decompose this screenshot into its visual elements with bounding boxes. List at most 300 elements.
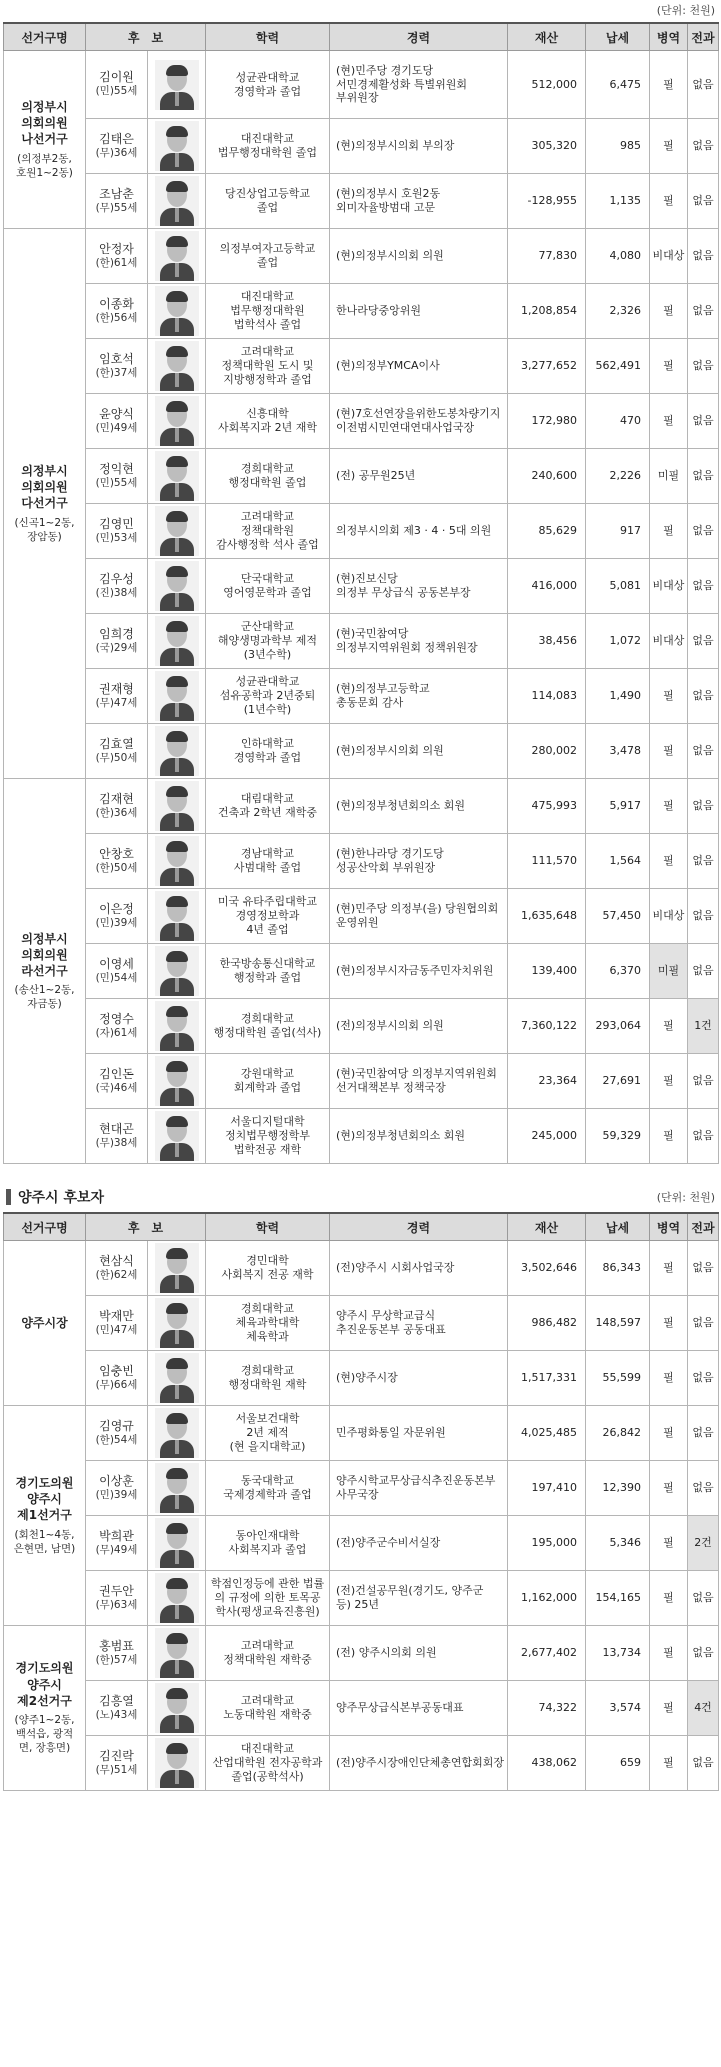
candidate-party-age: (무)50세 (95, 751, 138, 764)
table-row (4, 229, 719, 284)
candidate-photo (155, 60, 199, 110)
education: 강원대학교 회계학과 졸업 (206, 1054, 330, 1109)
photo-hair (166, 731, 188, 742)
military-service: 필 (650, 1109, 688, 1164)
photo-tie (175, 1275, 179, 1289)
tax-paid: 470 (586, 394, 650, 449)
photo-hair (166, 1006, 188, 1017)
assets: 240,600 (508, 449, 586, 504)
candidate-photo (155, 396, 199, 446)
education: 서울디지털대학 정치법무행정학부 법학전공 재학 (206, 1109, 330, 1164)
tax-paid: 57,450 (586, 889, 650, 944)
military-service: 필 (650, 669, 688, 724)
photo-hair (166, 896, 188, 907)
candidate-party-age: (민)54세 (95, 971, 138, 984)
military-service: 필 (650, 51, 688, 119)
assets: 1,517,331 (508, 1351, 586, 1406)
career: 의정부시의회 제3 · 4 · 5대 의원 (330, 504, 508, 559)
table-row (4, 394, 719, 449)
criminal-record: 없음 (688, 1571, 719, 1626)
photo-hair (166, 65, 188, 76)
photo-hair (166, 676, 188, 687)
criminal-record: 없음 (688, 779, 719, 834)
table-row (4, 999, 719, 1054)
tax-paid: 1,490 (586, 669, 650, 724)
education: 한국방송통신대학교 행정학과 졸업 (206, 944, 330, 999)
education: 군산대학교 해양생명과학부 제적 (3년수학) (206, 614, 330, 669)
district-cell (4, 1241, 86, 1406)
photo-cell (148, 779, 206, 834)
candidate-photo (155, 1408, 199, 1458)
photo-hair (166, 1578, 188, 1589)
photo-tie (175, 1440, 179, 1454)
photo-cell (148, 1626, 206, 1681)
photo-hair (166, 346, 188, 357)
education: 미국 유타주립대학교 경영정보학과 4년 졸업 (206, 889, 330, 944)
photo-cell (148, 284, 206, 339)
candidate-name-cell (86, 1626, 148, 1681)
table-row (4, 1626, 719, 1681)
photo-hair (166, 456, 188, 467)
candidate-name: 김흥열 (99, 1693, 134, 1708)
photo-tie (175, 1770, 179, 1784)
candidate-photo (155, 1111, 199, 1161)
photo-cell (148, 1296, 206, 1351)
candidate-name: 김재현 (99, 791, 134, 806)
education: 단국대학교 영어영문학과 졸업 (206, 559, 330, 614)
table-row (4, 51, 719, 119)
candidate-name-cell (86, 1241, 148, 1296)
candidate-name-cell (86, 1406, 148, 1461)
assets: 4,025,485 (508, 1406, 586, 1461)
header-5: 납세 (586, 1213, 650, 1241)
candidate-name: 윤양식 (99, 406, 134, 421)
photo-tie (175, 483, 179, 497)
candidate-name-cell (86, 394, 148, 449)
candidate-party-age: (무)66세 (95, 1378, 138, 1391)
district-name: 의정부시 의회의원 다선거구 (21, 464, 68, 511)
assets: 280,002 (508, 724, 586, 779)
table-row (4, 1461, 719, 1516)
career: (현)의정부청년회의소 회원 (330, 779, 508, 834)
candidate-name-cell (86, 1296, 148, 1351)
photo-tie (175, 208, 179, 222)
criminal-record: 없음 (688, 51, 719, 119)
education: 학점인정등에 관한 법률 의 규정에 의한 토목공 학사(평생교육진흥원) (206, 1571, 330, 1626)
candidate-party-age: (무)55세 (95, 201, 138, 214)
table-row (4, 834, 719, 889)
military-service: 필 (650, 1626, 688, 1681)
candidate-name: 이상훈 (99, 1473, 134, 1488)
photo-cell (148, 1054, 206, 1109)
criminal-record: 없음 (688, 614, 719, 669)
photo-cell (148, 394, 206, 449)
assets: 305,320 (508, 119, 586, 174)
career: (현)민주당 의정부(을) 당원협의회 운영위원 (330, 889, 508, 944)
photo-tie (175, 1550, 179, 1564)
candidate-party-age: (민)55세 (95, 85, 138, 98)
photo-cell (148, 449, 206, 504)
candidate-photo (155, 341, 199, 391)
assets: 195,000 (508, 1516, 586, 1571)
candidate-name: 박재만 (99, 1308, 134, 1323)
candidate-name: 정영수 (99, 1011, 134, 1026)
candidate-photo (155, 1463, 199, 1513)
candidate-name: 임희경 (99, 626, 134, 641)
tax-paid: 148,597 (586, 1296, 650, 1351)
header-3: 경력 (330, 1213, 508, 1241)
criminal-record: 없음 (688, 889, 719, 944)
assets: 1,635,648 (508, 889, 586, 944)
career: (현)7호선연장을위한도봉차량기지 이전범시민연대연대사업국장 (330, 394, 508, 449)
photo-hair (166, 511, 188, 522)
candidate-party-age: (한)56세 (95, 311, 138, 324)
career: 양주시학교무상급식추진운동본부 사무국장 (330, 1461, 508, 1516)
career: (현)의정부시 호원2동 외미자율방범대 고문 (330, 174, 508, 229)
tax-paid: 13,734 (586, 1626, 650, 1681)
photo-tie (175, 92, 179, 106)
military-service: 필 (650, 1681, 688, 1736)
candidate-party-age: (무)38세 (95, 1136, 138, 1149)
career: 한나라당중앙위원 (330, 284, 508, 339)
section-title: 양주시 후보자 (18, 1190, 105, 1206)
table-row (4, 339, 719, 394)
candidate-party-age: (국)29세 (95, 641, 138, 654)
tax-paid: 293,064 (586, 999, 650, 1054)
photo-cell (148, 1571, 206, 1626)
candidate-party-age: (민)39세 (95, 1488, 138, 1501)
table-row (4, 1241, 719, 1296)
candidate-name-cell (86, 284, 148, 339)
criminal-record: 없음 (688, 119, 719, 174)
candidate-name-cell (86, 174, 148, 229)
career: (현)의정부시의회 의원 (330, 229, 508, 284)
education: 경희대학교 행정대학원 재학 (206, 1351, 330, 1406)
candidate-name-cell (86, 944, 148, 999)
photo-tie (175, 758, 179, 772)
district-name: 경기도의원 양주시 제2선거구 (15, 1661, 74, 1708)
candidate-party-age: (한)37세 (95, 366, 138, 379)
candidate-party-age: (한)36세 (95, 806, 138, 819)
career: (전)양주시 시회사업국장 (330, 1241, 508, 1296)
photo-tie (175, 1143, 179, 1157)
section-bar (6, 1189, 11, 1205)
assets: 416,000 (508, 559, 586, 614)
candidate-name-cell (86, 669, 148, 724)
career: (현)한나라당 경기도당 성공산악회 부위원장 (330, 834, 508, 889)
tax-paid: 6,370 (586, 944, 650, 999)
photo-hair (166, 841, 188, 852)
header-0: 선거구명 (4, 1213, 86, 1241)
photo-hair (166, 1633, 188, 1644)
photo-hair (166, 566, 188, 577)
military-service: 필 (650, 834, 688, 889)
candidate-name-cell (86, 449, 148, 504)
candidate-name: 김이원 (99, 70, 134, 85)
candidate-name-cell (86, 1351, 148, 1406)
candidate-name-cell (86, 51, 148, 119)
candidate-name: 임호석 (99, 351, 134, 366)
tax-paid: 562,491 (586, 339, 650, 394)
education: 고려대학교 노동대학원 재학중 (206, 1681, 330, 1736)
assets: 74,322 (508, 1681, 586, 1736)
photo-tie (175, 153, 179, 167)
candidate-photo (155, 451, 199, 501)
table-row (4, 1351, 719, 1406)
candidate-photo (155, 671, 199, 721)
district-name: 양주시장 (21, 1315, 68, 1330)
candidate-name: 이은정 (99, 901, 134, 916)
candidate-photo (155, 231, 199, 281)
assets: 3,502,646 (508, 1241, 586, 1296)
education: 서울보건대학 2년 제적 (현 을지대학교) (206, 1406, 330, 1461)
photo-cell (148, 1461, 206, 1516)
table-header-row (4, 1213, 719, 1241)
career: (현)국민참여당 의정부지역위원회 정책위원장 (330, 614, 508, 669)
military-service: 필 (650, 724, 688, 779)
criminal-record: 없음 (688, 1241, 719, 1296)
tax-paid: 1,072 (586, 614, 650, 669)
candidate-name-cell (86, 1736, 148, 1791)
assets: 197,410 (508, 1461, 586, 1516)
candidate-photo (155, 1353, 199, 1403)
education: 대진대학교 법무행정대학원 법학석사 졸업 (206, 284, 330, 339)
table-row (4, 1681, 719, 1736)
candidate-name: 김인돈 (99, 1066, 134, 1081)
career: (전) 양주시의회 의원 (330, 1626, 508, 1681)
header-7: 전과 (688, 23, 719, 51)
header-0: 선거구명 (4, 23, 86, 51)
photo-cell (148, 614, 206, 669)
header-1: 후 보 (86, 1213, 206, 1241)
table-row (4, 614, 719, 669)
criminal-record: 없음 (688, 449, 719, 504)
photo-hair (166, 1688, 188, 1699)
district-cell (4, 229, 86, 779)
candidate-party-age: (무)47세 (95, 696, 138, 709)
photo-cell (148, 1516, 206, 1571)
career: (현)의정부시의회 의원 (330, 724, 508, 779)
photo-tie (175, 263, 179, 277)
tax-paid: 917 (586, 504, 650, 559)
career: (현)국민참여당 의정부지역위원회 선거대책본부 정책국장 (330, 1054, 508, 1109)
education: 경희대학교 체육과학대학 체육학과 (206, 1296, 330, 1351)
education: 성균관대학교 경영학과 졸업 (206, 51, 330, 119)
section-header-yangju (0, 1182, 721, 1212)
photo-hair (166, 181, 188, 192)
photo-tie (175, 1088, 179, 1102)
photo-cell (148, 944, 206, 999)
military-service: 필 (650, 284, 688, 339)
tax-paid: 2,226 (586, 449, 650, 504)
header-3: 경력 (330, 23, 508, 51)
education: 경희대학교 행정대학원 졸업(석사) (206, 999, 330, 1054)
table-row (4, 779, 719, 834)
candidate-name-cell (86, 1461, 148, 1516)
tax-paid: 6,475 (586, 51, 650, 119)
candidate-photo (155, 561, 199, 611)
candidate-name: 안창호 (99, 846, 134, 861)
photo-tie (175, 978, 179, 992)
candidate-photo (155, 1243, 199, 1293)
table-row (4, 669, 719, 724)
criminal-record: 없음 (688, 1351, 719, 1406)
criminal-record: 없음 (688, 834, 719, 889)
photo-hair (166, 951, 188, 962)
career: (현)의정부YMCA이사 (330, 339, 508, 394)
candidate-photo (155, 506, 199, 556)
career: (전)의정부시의회 의원 (330, 999, 508, 1054)
photo-hair (166, 291, 188, 302)
candidate-party-age: (무)63세 (95, 1598, 138, 1611)
candidate-photo (155, 836, 199, 886)
photo-tie (175, 868, 179, 882)
assets: 77,830 (508, 229, 586, 284)
assets: 23,364 (508, 1054, 586, 1109)
header-2: 학력 (206, 23, 330, 51)
education: 경민대학 사회복지 전공 재학 (206, 1241, 330, 1296)
candidate-party-age: (국)46세 (95, 1081, 138, 1094)
military-service: 필 (650, 779, 688, 834)
criminal-record: 없음 (688, 229, 719, 284)
candidate-photo (155, 1738, 199, 1788)
assets: 172,980 (508, 394, 586, 449)
photo-cell (148, 889, 206, 944)
tax-paid: 154,165 (586, 1571, 650, 1626)
district-cell (4, 1406, 86, 1626)
criminal-record: 없음 (688, 1461, 719, 1516)
criminal-record: 없음 (688, 1406, 719, 1461)
photo-cell (148, 999, 206, 1054)
photo-hair (166, 1303, 188, 1314)
candidate-name: 조남춘 (99, 186, 134, 201)
assets: 986,482 (508, 1296, 586, 1351)
education: 당진상업고등학교 졸업 (206, 174, 330, 229)
candidate-photo (155, 891, 199, 941)
career: (현)민주당 경기도당 서민경제활성화 특별위원회 부위원장 (330, 51, 508, 119)
military-service: 비대상 (650, 889, 688, 944)
photo-cell (148, 1241, 206, 1296)
candidate-name-cell (86, 504, 148, 559)
candidates-table-yangju (3, 1212, 719, 1791)
photo-hair (166, 236, 188, 247)
tax-paid: 12,390 (586, 1461, 650, 1516)
candidate-name: 김영규 (99, 1418, 134, 1433)
photo-tie (175, 703, 179, 717)
assets: 3,277,652 (508, 339, 586, 394)
table-row (4, 1516, 719, 1571)
criminal-record: 없음 (688, 724, 719, 779)
tax-paid: 26,842 (586, 1406, 650, 1461)
career: 양주시 무상학교급식 추진운동본부 공동대표 (330, 1296, 508, 1351)
table-row (4, 1736, 719, 1791)
table-row (4, 559, 719, 614)
career: 양주무상급식본부공동대표 (330, 1681, 508, 1736)
table-row (4, 1296, 719, 1351)
military-service: 필 (650, 1351, 688, 1406)
candidate-photo (155, 616, 199, 666)
assets: 512,000 (508, 51, 586, 119)
candidate-party-age: (한)62세 (95, 1268, 138, 1281)
photo-cell (148, 1351, 206, 1406)
career: (현)의정부고등학교 총동문회 감사 (330, 669, 508, 724)
photo-tie (175, 1033, 179, 1047)
criminal-record: 없음 (688, 174, 719, 229)
table-row (4, 724, 719, 779)
military-service: 필 (650, 339, 688, 394)
photo-cell (148, 119, 206, 174)
candidate-photo (155, 781, 199, 831)
district-area: (의정부2동, 호원1~2동) (16, 152, 73, 179)
photo-cell (148, 1406, 206, 1461)
table-row (4, 1571, 719, 1626)
candidate-name-cell (86, 614, 148, 669)
candidate-name-cell (86, 1109, 148, 1164)
candidate-name-cell (86, 834, 148, 889)
candidate-name-cell (86, 559, 148, 614)
district-cell (4, 51, 86, 229)
tax-paid: 3,478 (586, 724, 650, 779)
table-row (4, 1109, 719, 1164)
military-service: 필 (650, 1461, 688, 1516)
criminal-record: 없음 (688, 1296, 719, 1351)
table-header-row (4, 23, 719, 51)
assets: 1,208,854 (508, 284, 586, 339)
criminal-record: 없음 (688, 1626, 719, 1681)
candidate-name: 김태은 (99, 131, 134, 146)
table-row (4, 119, 719, 174)
assets: 1,162,000 (508, 1571, 586, 1626)
career: (전) 공무원25년 (330, 449, 508, 504)
military-service: 필 (650, 1241, 688, 1296)
military-service: 필 (650, 1296, 688, 1351)
photo-hair (166, 1248, 188, 1259)
photo-cell (148, 669, 206, 724)
photo-hair (166, 1413, 188, 1424)
candidate-party-age: (민)53세 (95, 531, 138, 544)
criminal-record: 없음 (688, 394, 719, 449)
criminal-record: 없음 (688, 339, 719, 394)
criminal-record: 없음 (688, 1054, 719, 1109)
military-service: 필 (650, 1571, 688, 1626)
criminal-record: 없음 (688, 504, 719, 559)
district-name: 의정부시 의회의원 나선거구 (21, 100, 68, 147)
criminal-record: 없음 (688, 944, 719, 999)
table-row (4, 1054, 719, 1109)
table-row (4, 449, 719, 504)
candidate-photo (155, 286, 199, 336)
tax-paid: 1,135 (586, 174, 650, 229)
candidate-name-cell (86, 229, 148, 284)
tax-paid: 2,326 (586, 284, 650, 339)
photo-hair (166, 621, 188, 632)
education: 성균관대학교 섬유공학과 2년중퇴 (1년수학) (206, 669, 330, 724)
candidate-party-age: (한)57세 (95, 1653, 138, 1666)
tax-paid: 27,691 (586, 1054, 650, 1109)
education: 신흥대학 사회복지과 2년 재학 (206, 394, 330, 449)
tax-paid: 59,329 (586, 1109, 650, 1164)
photo-cell (148, 1681, 206, 1736)
candidate-name: 이종화 (99, 296, 134, 311)
criminal-record: 없음 (688, 1736, 719, 1791)
assets: 111,570 (508, 834, 586, 889)
district-area: (회천1~4동, 은현면, 남면) (13, 1528, 76, 1555)
candidate-party-age: (한)54세 (95, 1433, 138, 1446)
military-service: 미필 (650, 449, 688, 504)
candidate-name: 김효열 (99, 736, 134, 751)
candidate-name: 이영세 (99, 956, 134, 971)
photo-cell (148, 229, 206, 284)
